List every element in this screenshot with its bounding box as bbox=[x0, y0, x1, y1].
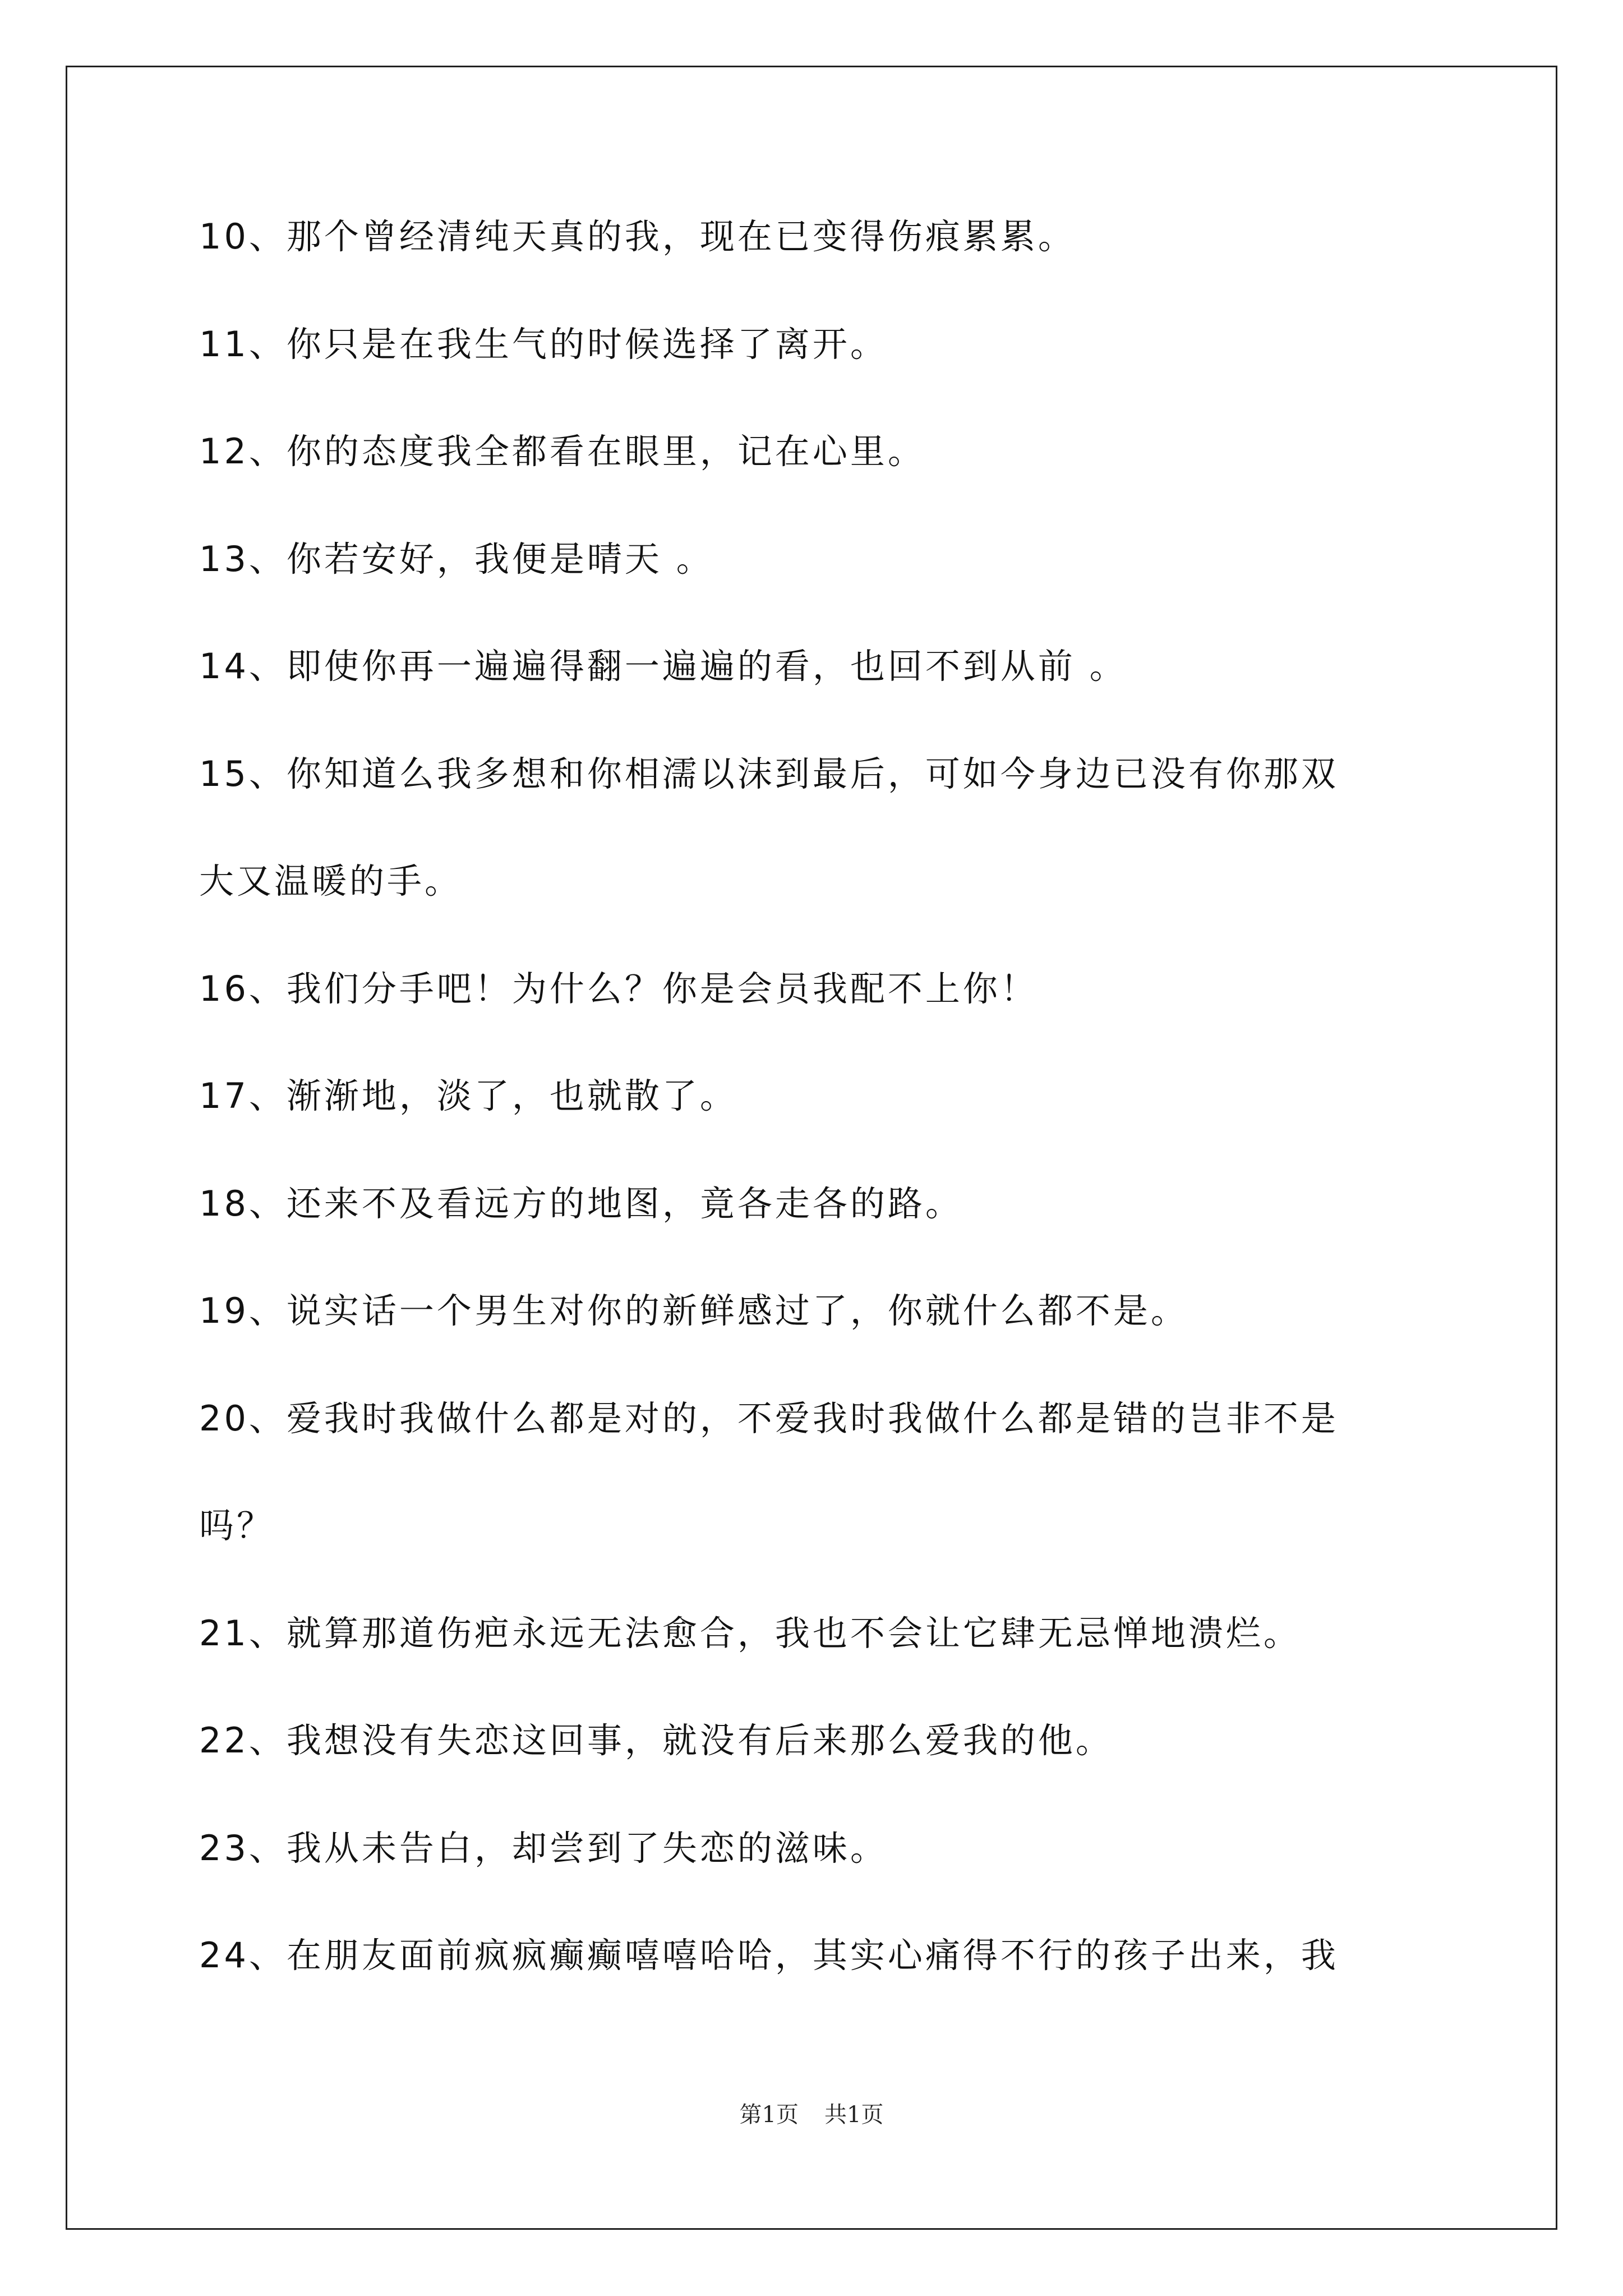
text-line: 19、说实话一个男生对你的新鲜感过了，你就什么都不是。 bbox=[199, 1290, 1188, 1331]
text-line: 13、你若安好，我便是晴天 。 bbox=[199, 538, 714, 579]
text-line: 15、你知道么我多想和你相濡以沫到最后，可如今身边已没有你那双 bbox=[199, 753, 1339, 794]
text-line: 20、爱我时我做什么都是对的，不爱我时我做什么都是错的岂非不是 bbox=[199, 1397, 1339, 1439]
text-line: 14、即使你再一遍遍得翻一遍遍的看，也回不到从前 。 bbox=[199, 646, 1127, 687]
text-line: 大又温暖的手。 bbox=[199, 861, 463, 901]
text-line: 10、那个曾经清纯天真的我，现在已变得伤痕累累。 bbox=[199, 216, 1076, 257]
page-number-total: 共1页 bbox=[824, 2102, 884, 2128]
text-line: 23、我从未告白，却尝到了失恋的滋味。 bbox=[199, 1827, 888, 1869]
text-line: 24、在朋友面前疯疯癫癫嘻嘻哈哈，其实心痛得不行的孩子出来，我 bbox=[199, 1935, 1339, 1976]
text-line: 18、还来不及看远方的地图，竟各走各的路。 bbox=[199, 1182, 963, 1224]
text-line: 11、你只是在我生气的时候选择了离开。 bbox=[199, 323, 888, 365]
text-line: 17、渐渐地，淡了，也就散了。 bbox=[199, 1075, 737, 1116]
text-line: 22、我想没有失恋这回事，就没有后来那么爱我的他。 bbox=[199, 1720, 1113, 1761]
text-line: 21、就算那道伤疤永远无法愈合，我也不会让它肆无忌惮地溃烂。 bbox=[199, 1612, 1301, 1654]
text-line: 吗？ bbox=[199, 1505, 275, 1546]
text-line: 16、我们分手吧！为什么？你是会员我配不上你！ bbox=[199, 968, 1038, 1009]
page-footer bbox=[0, 2097, 1623, 2129]
text-line: 12、你的态度我全都看在眼里，记在心里。 bbox=[199, 431, 925, 472]
page-number-current: 第1页 bbox=[739, 2102, 799, 2128]
document-body bbox=[199, 216, 1455, 2045]
